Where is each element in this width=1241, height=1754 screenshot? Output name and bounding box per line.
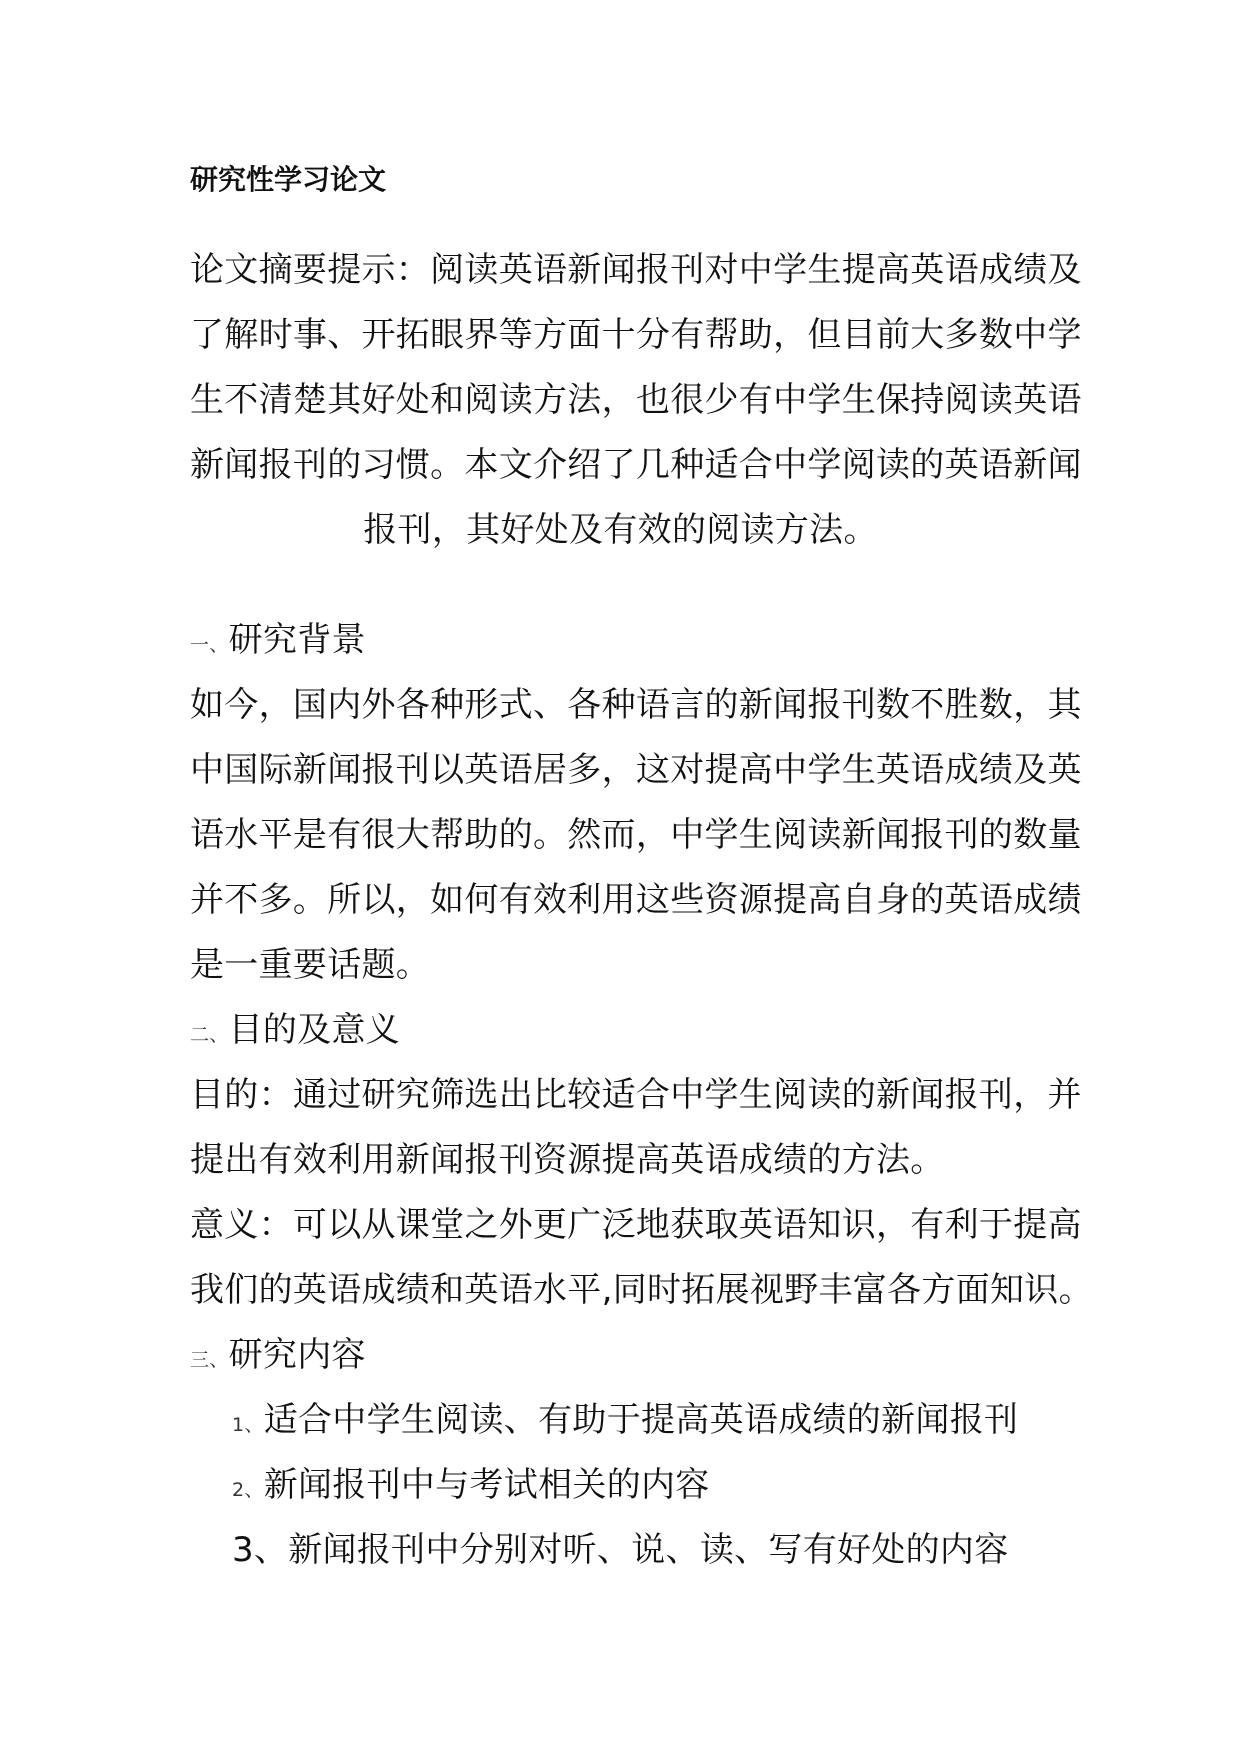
section-number: 三、 <box>190 1349 229 1371</box>
paragraph-line: 目的：通过研究筛选出比较适合中学生阅读的新闻报刊，并 <box>190 1075 1082 1115</box>
abstract-line: 报刊，其好处及有效的阅读方法。 <box>363 510 878 550</box>
paragraph-line: 并不多。所以，如何有效利用这些资源提高自身的英语成绩 <box>190 880 1082 920</box>
list-item <box>232 1525 1009 1575</box>
paragraph-line: 中国际新闻报刊以英语居多，这对提高中学生英语成绩及英 <box>190 750 1082 790</box>
list-item-text: 新闻报刊中分别对听、说、读、写有好处的内容 <box>288 1530 1009 1570</box>
abstract-line: 新闻报刊的习惯。本文介绍了几种适合中学阅读的英语新闻 <box>190 445 1082 485</box>
paragraph-line: 是一重要话题。 <box>190 945 431 985</box>
abstract-line: 论文摘要提示：阅读英语新闻报刊对中学生提高英语成绩及 <box>190 250 1082 290</box>
list-item-text: 新闻报刊中与考试相关的内容 <box>263 1465 710 1505</box>
list-item <box>232 1395 1018 1450</box>
paragraph-line: 意义：可以从课堂之外更广泛地获取英语知识，有利于提高 <box>190 1205 1082 1245</box>
section-number: 一、 <box>190 634 229 656</box>
abstract-line: 了解时事、开拓眼界等方面十分有帮助，但目前大多数中学 <box>190 315 1082 355</box>
list-item <box>232 1460 710 1515</box>
section-heading-purpose <box>190 1005 400 1060</box>
section-heading-content <box>190 1330 366 1385</box>
list-item-text: 适合中学生阅读、有助于提高英语成绩的新闻报刊 <box>263 1400 1019 1440</box>
document-title: 研究性学习论文 <box>190 163 387 196</box>
list-item-number: 2、 <box>232 1479 264 1501</box>
paragraph-line: 我们的英语成绩和英语水平,同时拓展视野丰富各方面知识。 <box>190 1270 1093 1310</box>
section-title: 目的及意义 <box>228 1010 401 1050</box>
list-item-number: 3、 <box>232 1530 289 1570</box>
paragraph-line: 如今，国内外各种形式、各种语言的新闻报刊数不胜数，其 <box>190 685 1082 725</box>
paragraph-line: 语水平是有很大帮助的。然而，中学生阅读新闻报刊的数量 <box>190 815 1082 855</box>
abstract-line: 生不清楚其好处和阅读方法，也很少有中学生保持阅读英语 <box>190 380 1082 420</box>
paragraph-line: 提出有效利用新闻报刊资源提高英语成绩的方法。 <box>190 1140 945 1180</box>
section-title: 研究内容 <box>228 1335 366 1375</box>
section-number: 二、 <box>190 1024 229 1046</box>
section-heading-background <box>190 615 366 670</box>
list-item-number: 1、 <box>232 1414 264 1436</box>
section-title: 研究背景 <box>228 620 366 660</box>
